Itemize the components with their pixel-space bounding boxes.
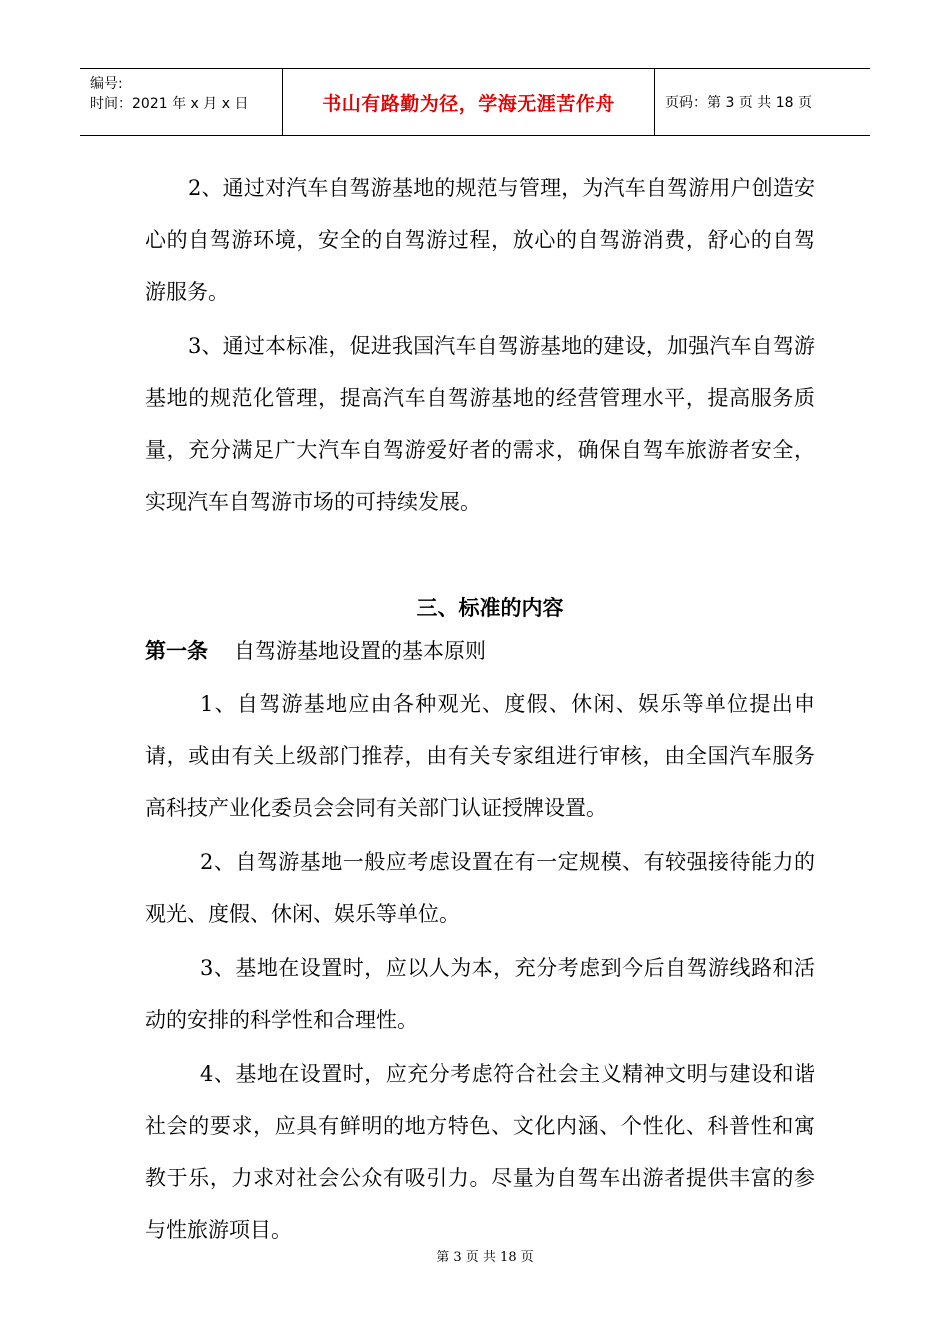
document-body (145, 162, 815, 1256)
header-meta (80, 69, 283, 135)
paragraph: 2、通过对汽车自驾游基地的规范与管理，为汽车自驾游用户创造安心的自驾游环境，安全的自驾游过程，放心的自驾游消费，舒心的自驾游服务。 (145, 176, 815, 304)
article-heading (145, 636, 815, 666)
document-time-label: 时间：2021 年 x 月 x 日 (90, 96, 249, 112)
section-title: 三、标准的内容 (416, 596, 564, 620)
header-page-info: 页码：第 3 页 共 18 页 (665, 95, 812, 111)
article-title: 自驾游基地设置的基本原则 (234, 639, 486, 663)
page-footer: 第 3 页 共 18 页 (436, 1250, 534, 1265)
article-number: 第一条 (145, 639, 208, 663)
paragraph: 3、通过本标准，促进我国汽车自驾游基地的建设，加强汽车自驾游基地的规范化管理，提高汽车自驾游基地的经营管理水平，提高服务质量，充分满足广大汽车自驾游爱好者的需求，确保自驾车旅游者安全，实现汽车自驾游市场的可持续发展。 (145, 334, 815, 514)
paragraph: 1、自驾游基地应由各种观光、度假、休闲、娱乐等单位提出申请，或由有关上级部门推荐，由有关专家组进行审核，由全国汽车服务高科技产业化委员会会同有关部门认证授牌设置。 (145, 692, 815, 820)
document-number-label: 编号: (90, 76, 123, 92)
paragraph: 4、基地在设置时，应充分考虑符合社会主义精神文明与建设和谐社会的要求，应具有鲜明的地方特色、文化内涵、个性化、科普性和寓教于乐，力求对社会公众有吸引力。尽量为自驾车出游者提供丰富的参与性旅游项目。 (145, 1062, 815, 1242)
paragraph: 2、自驾游基地一般应考虑设置在有一定规模、有较强接待能力的观光、度假、休闲、娱乐等单位。 (145, 850, 815, 926)
header-motto: 书山有路勤为径，学海无涯苦作舟 (283, 69, 655, 135)
paragraph: 3、基地在设置时，应以人为本，充分考虑到今后自驾游线路和活动的安排的科学性和合理性。 (145, 956, 815, 1032)
page-header (80, 68, 870, 136)
